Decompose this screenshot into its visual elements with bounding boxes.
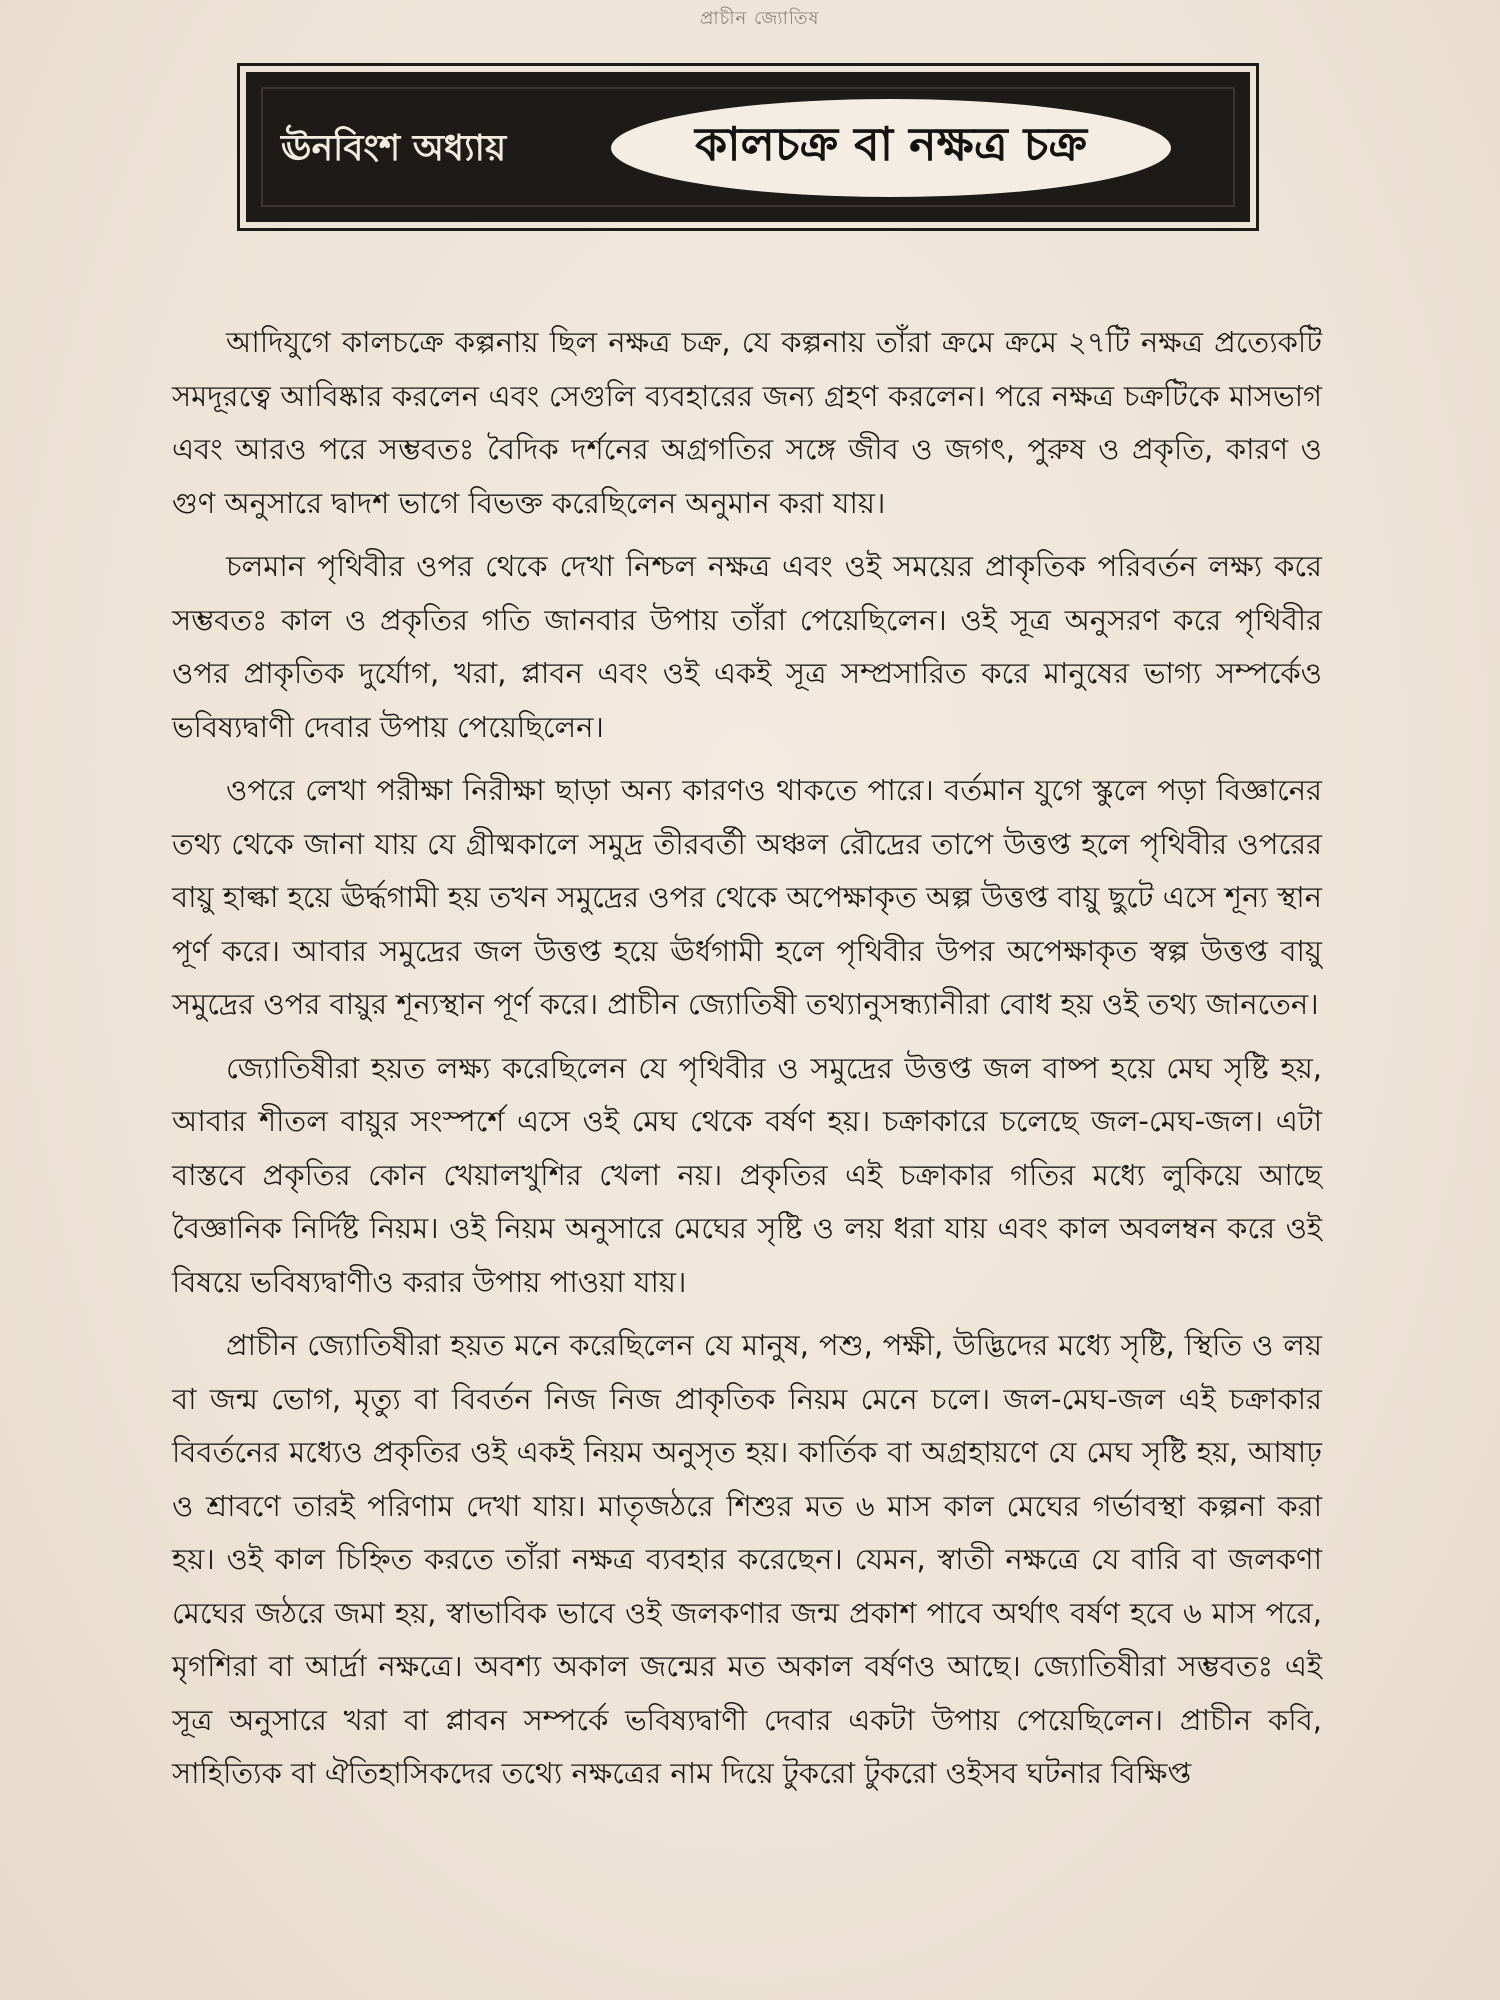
title-oval (611, 99, 1171, 197)
chapter-label: ঊনবিংশ অধ্যায় (281, 127, 507, 169)
chapter-banner (246, 72, 1250, 222)
paragraph-3: ওপরে লেখা পরীক্ষা নিরীক্ষা ছাড়া অন্য কারণও থাকতে পারে। বর্তমান যুগে স্কুলে পড়া বিজ্ঞানের তথ্য থেকে জানা যায় যে গ্রীষ্মকালে সমুদ্র তীরবর্তী অঞ্চল রৌদ্রের তাপে উত্তপ্ত হলে পৃথিবীর ওপরের বায়ু হাল্কা হয়ে ঊর্দ্ধগামী হয় তখন সমুদ্রের ওপর থেকে অপেক্ষাকৃত অল্প উত্তপ্ত বায়ু ছুটে এসে শূন্য স্থান পূর্ণ করে। আবার সমুদ্রের জল উত্তপ্ত হয়ে ঊর্ধগামী হলে পৃথিবীর উপর অপেক্ষাকৃত স্বল্প উত্তপ্ত বায়ু সমুদ্রের ওপর বায়ুর শূন্যস্থান পূর্ণ করে। প্রাচীন জ্যোতিষী তথ্যানুসন্ধ্যানীরা বোধ হয় ওই তথ্য জানতেন। (172, 773, 1322, 1021)
paragraph-4: জ্যোতিষীরা হয়ত লক্ষ্য করেছিলেন যে পৃথিবীর ও সমুদ্রের উত্তপ্ত জল বাষ্প হয়ে মেঘ সৃষ্টি হয়, আবার শীতল বায়ুর সংস্পর্শে এসে ওই মেঘ থেকে বর্ষণ হয়। চক্রাকারে চলেছে জল-মেঘ-জল। এটা বাস্তবে প্রকৃতির কোন খেয়ালখুশির খেলা নয়। প্রকৃতির এই চক্রাকার গতির মধ্যে লুকিয়ে আছে বৈজ্ঞানিক নির্দিষ্ট নিয়ম। ওই নিয়ম অনুসারে মেঘের সৃষ্টি ও লয় ধরা যায় এবং কাল অবলম্বন করে ওই বিষয়ে ভবিষ্যদ্বাণীও করার উপায় পাওয়া যায়। (172, 1050, 1322, 1299)
chapter-title: কালচক্র বা নক্ষত্র চক্র (695, 117, 1087, 171)
paragraph-2: চলমান পৃথিবীর ওপর থেকে দেখা নিশ্চল নক্ষত্র এবং ওই সময়ের প্রাকৃতিক পরিবর্তন লক্ষ্য করে সম্ভবতঃ কাল ও প্রকৃতির গতি জানবার উপায় তাঁরা পেয়েছিলেন। ওই সূত্র অনুসরণ করে পৃথিবীর ওপর প্রাকৃতিক দুর্যোগ, খরা, প্লাবন এবং ওই একই সূত্র সম্প্রসারিত করে মানুষের ভাগ্য সম্পর্কেও ভবিষ্যদ্বাণী দেবার উপায় পেয়েছিলেন। (172, 549, 1322, 744)
paragraph-5: প্রাচীন জ্যোতিষীরা হয়ত মনে করেছিলেন যে মানুষ, পশু, পক্ষী, উদ্ভিদের মধ্যে সৃষ্টি, স্থিতি ও লয় বা জন্ম ভোগ, মৃত্যু বা বিবর্তন নিজ নিজ প্রাকৃতিক নিয়ম মেনে চলে। জল-মেঘ-জল এই চক্রাকার বিবর্তনের মধ্যেও প্রকৃতির ওই একই নিয়ম অনুসৃত হয়। কার্তিক বা অগ্রহায়ণে যে মেঘ সৃষ্টি হয়, আষাঢ় ও শ্রাবণে তারই পরিণাম দেখা যায়। মাতৃজঠরে শিশুর মত ৬ মাস কাল মেঘের গর্ভাবস্থা কল্পনা করা হয়। ওই কাল চিহ্নিত করতে তাঁরা নক্ষত্র ব্যবহার করেছেন। যেমন, স্বাতী নক্ষত্রে যে বারি বা জলকণা মেঘের জঠরে জমা হয়, স্বাভাবিক ভাবে ওই জলকণার জন্ম প্রকাশ পাবে অর্থাৎ বর্ষণ হবে ৬ মাস পরে, মৃগশিরা বা আর্দ্রা নক্ষত্রে। অবশ্য অকাল জন্মের মত অকাল বর্ষণও আছে। জ্যোতিষীরা সম্ভবতঃ এই সূত্র অনুসারে খরা বা প্লাবন সম্পর্কে ভবিষ্যদ্বাণী দেবার একটা উপায় পেয়েছিলেন। প্রাচীন কবি, সাহিত্যিক বা ঐতিহাসিকদের তথ্যে নক্ষত্রের নাম দিয়ে টুকরো টুকরো ওইসব ঘটনার বিক্ষিপ্ত (172, 1328, 1322, 1790)
paragraph-1: আদিযুগে কালচক্রে কল্পনায় ছিল নক্ষত্র চক্র, যে কল্পনায় তাঁরা ক্রমে ক্রমে ২৭টি নক্ষত্র প্রত্যেকটি সমদূরত্বে আবিষ্কার করলেন এবং সেগুলি ব্যবহারের জন্য গ্রহণ করলেন। পরে নক্ষত্র চক্রটিকে মাসভাগ এবং আরও পরে সম্ভবতঃ বৈদিক দর্শনের অগ্রগতির সঙ্গে জীব ও জগৎ, পুরুষ ও প্রকৃতি, কারণ ও গুণ অনুসারে দ্বাদশ ভাগে বিভক্ত করেছিলেন অনুমান করা যায়। (172, 325, 1322, 520)
body-text (172, 316, 1322, 1811)
running-header: প্রাচীন জ্যোতিষ (700, 8, 820, 29)
